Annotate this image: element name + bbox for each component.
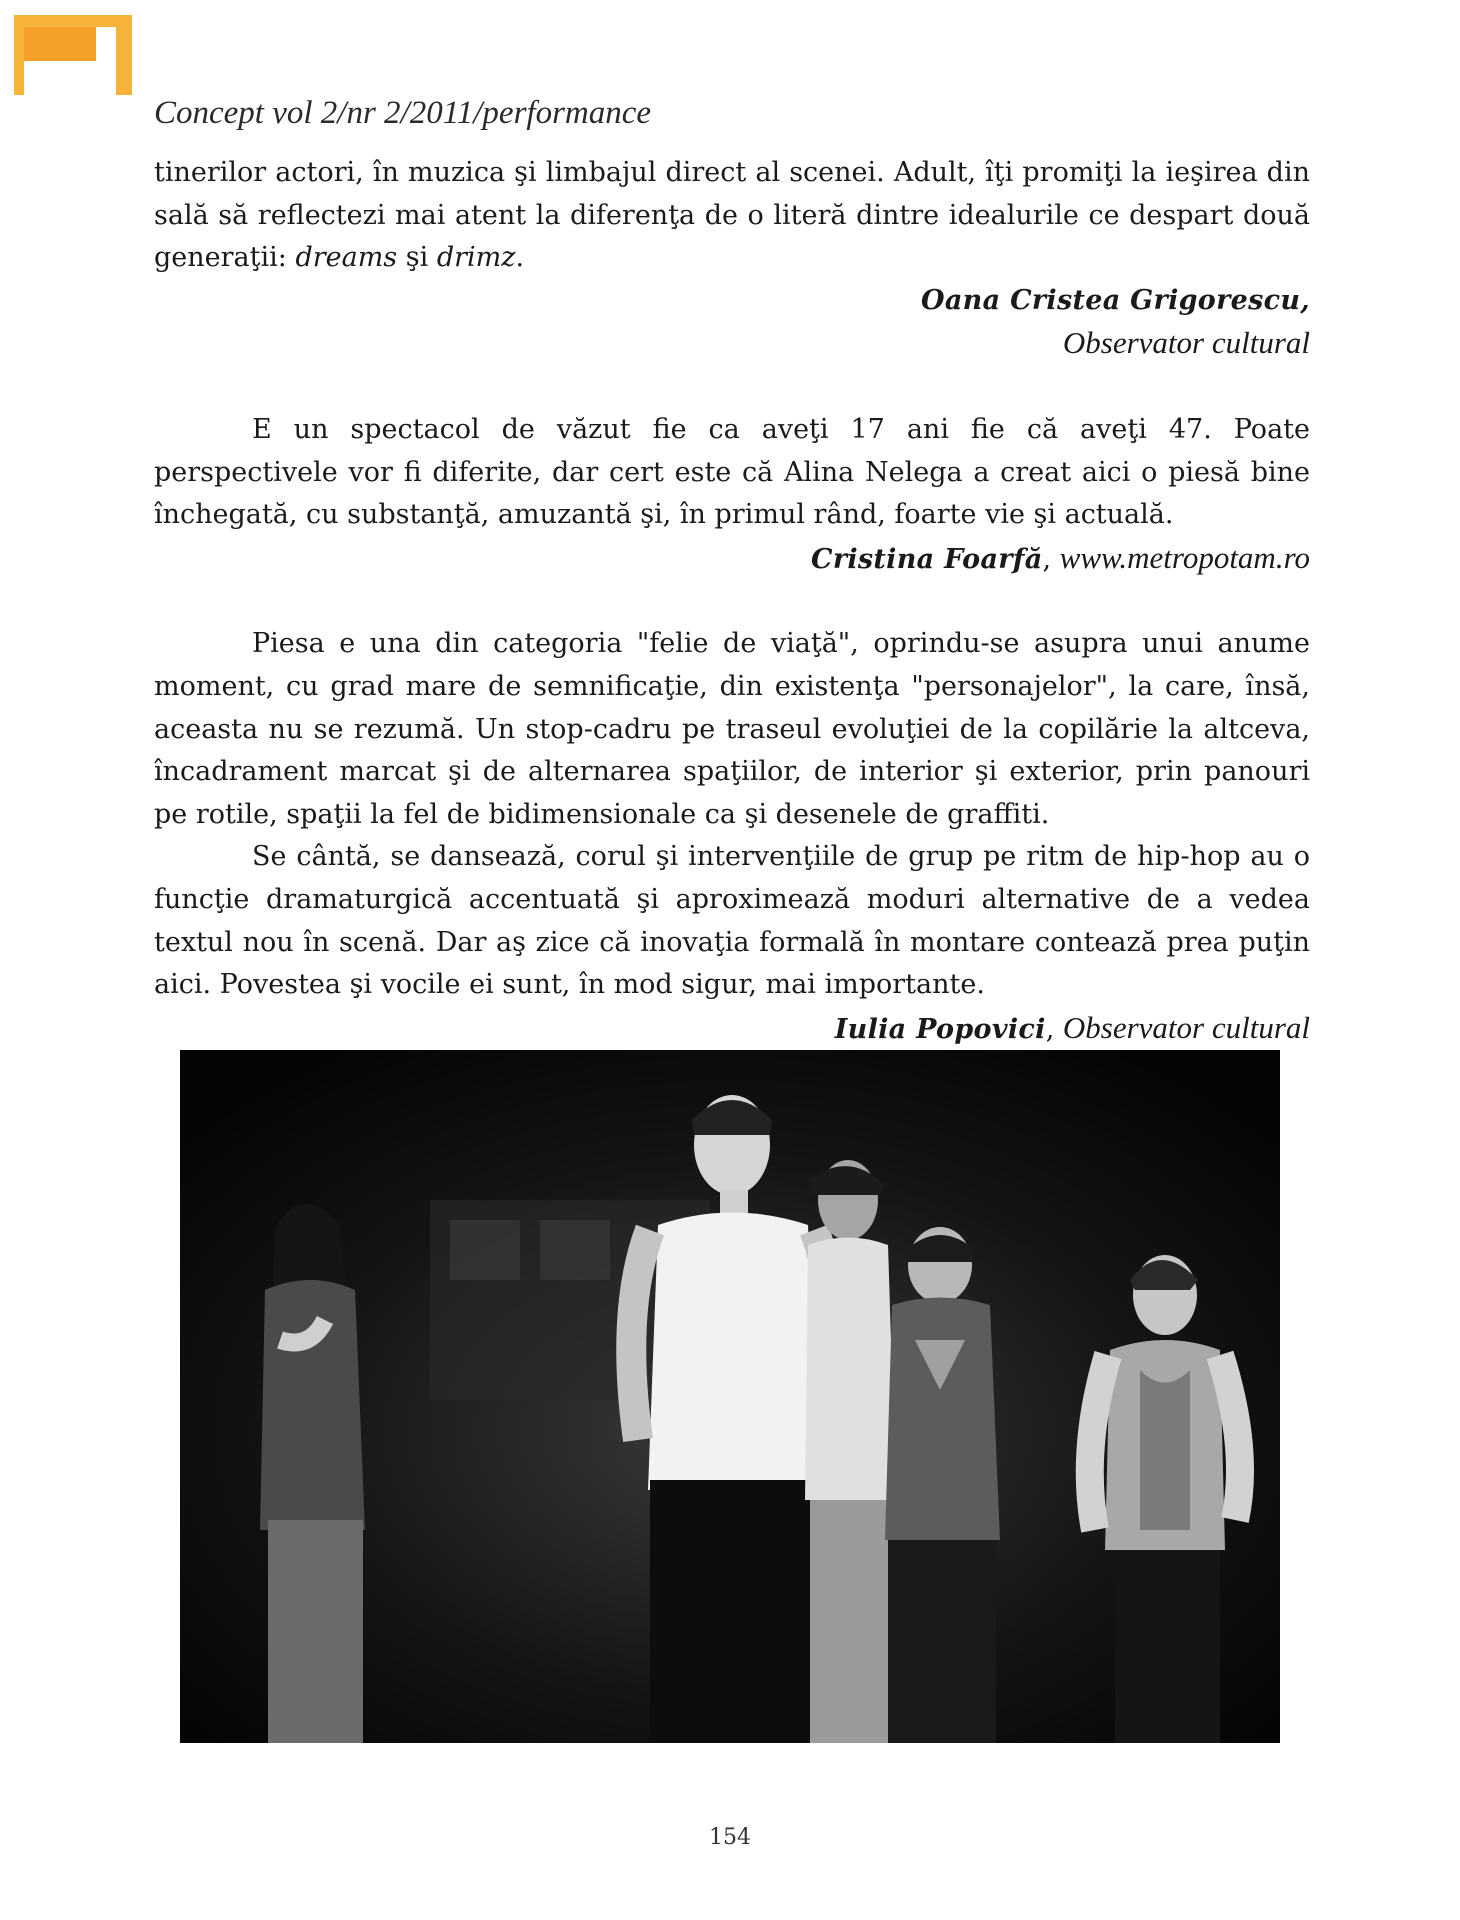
page-number: 154 — [709, 1825, 751, 1850]
quote2-attribution: Cristina Foarfă, www.metropotam.ro — [811, 539, 1310, 575]
article-body — [154, 152, 1310, 1051]
quote1-word1: dreams — [295, 242, 398, 274]
quote1-word2: drimz — [436, 242, 516, 274]
quote1-paragraph: tinerilor actori, în muzica şi limbajul direct al scenei. Adult, îţi promiţi la ieşirea din sală să reflectezi mai atent la diferenţa de o literă dintre idealurile ce despart două generaţii: dreams şi drimz. — [154, 157, 1310, 274]
journal-logo — [14, 15, 132, 95]
quote3-attribution: Iulia Popovici, Observator cultural — [834, 1009, 1310, 1045]
quote1-source: Observator cultural — [1062, 325, 1310, 361]
quote1-author: Oana Cristea Grigorescu, — [921, 284, 1310, 316]
running-head: Concept vol 2/nr 2/2011/performance — [154, 95, 652, 131]
performer-cap — [805, 1160, 896, 1743]
quote3-paragraph-2: Se cântă, se dansează, corul şi intervenţiile de grup pe ritm de hip-hop au o funcţie dramaturgică accentuată şi aproximează moduri alternative de a vedea textul nou în scenă. Dar aş zice că inovaţia formală în montare contează prea puţin aici. Povestea şi vocile ei sunt, în mod sigur, mai importante. — [154, 841, 1310, 1001]
performer-superman-shirt — [885, 1227, 1000, 1743]
quote3-paragraph-1: Piesa e una din categoria "felie de viaţă", oprindu-se asupra unui anume moment, cu grad mare de semnificaţie, din existenţa "personajelor", la care, însă, aceasta nu se rezumă. Un stop-cadru pe traseul evoluţiei de la copilărie la altceva, încadrament marcat şi de alternarea spaţiilor, de interior şi exterior, prin panouri pe rotile, spaţii la fel de bidimensionale ca şi desenele de graffiti. — [154, 628, 1310, 830]
quote2-paragraph: E un spectacol de văzut fie ca aveţi 17 ani fie că aveţi 47. Poate perspectivele vor fi diferite, dar cert este că Alina Nelega a creat aici o piesă bine închegată, cu substanţă, amuzantă şi, în primul rând, foarte vie şi actuală. — [154, 413, 1310, 531]
performance-photo — [180, 1050, 1280, 1743]
